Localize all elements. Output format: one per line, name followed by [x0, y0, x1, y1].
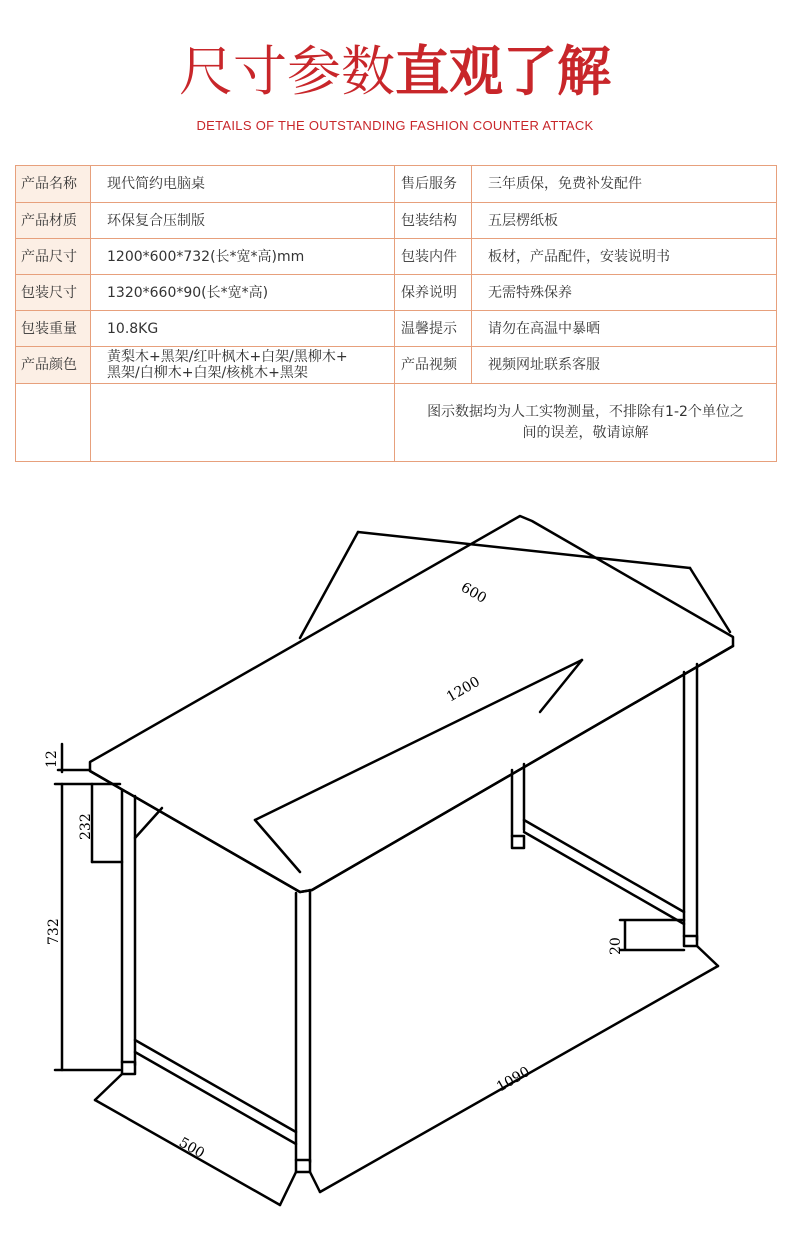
- spec-value: [91, 347, 395, 384]
- spec-value: 三年质保，免费补发配件: [472, 166, 777, 203]
- dim-line-20: [620, 920, 684, 950]
- table-row: [16, 275, 777, 311]
- spec-label: 包装重量: [16, 311, 91, 347]
- dim-line-600-tick-a: [300, 532, 358, 638]
- dim-label-600: 600: [458, 579, 490, 607]
- dim-label-1090: 1090: [494, 1063, 533, 1096]
- spec-label: 产品尺寸: [16, 239, 91, 275]
- empty-cell: [91, 384, 395, 462]
- spec-label: 产品材质: [16, 203, 91, 239]
- back-left-foot: [512, 836, 524, 848]
- spec-label: 产品名称: [16, 166, 91, 203]
- spec-label: 温馨提示: [395, 311, 472, 347]
- spec-label: 保养说明: [395, 275, 472, 311]
- dim-line-500-tick-b: [280, 1172, 296, 1205]
- table-row: [16, 239, 777, 275]
- spec-value: 10.8KG: [91, 311, 395, 347]
- note-line: 图示数据均为人工实物测量，不排除有1-2个单位之: [427, 403, 744, 420]
- spec-label: 包装内件: [395, 239, 472, 275]
- spec-value: 1320*660*90(长*宽*高): [91, 275, 395, 311]
- right-rail: [524, 820, 684, 924]
- page-title: [0, 40, 790, 104]
- back-left-leg: [512, 764, 524, 836]
- note-line: 间的误差，敬请谅解: [522, 424, 649, 441]
- spec-value: 1200*600*732(长*宽*高)mm: [91, 239, 395, 275]
- dim-line-12: [58, 744, 90, 772]
- spec-value: 五层楞纸板: [472, 203, 777, 239]
- dim-label-12: 12: [44, 750, 60, 768]
- dim-line-600: [358, 532, 690, 568]
- spec-value: 请勿在高温中暴晒: [472, 311, 777, 347]
- table-row: [16, 347, 777, 384]
- dim-line-500-tick-a: [95, 1074, 122, 1100]
- dim-line-1200: [255, 660, 582, 820]
- spec-value: 视频网址联系客服: [472, 347, 777, 384]
- dim-label-732: 732: [46, 918, 62, 945]
- desk-dimension-diagram: [0, 500, 790, 1242]
- measurement-note: [395, 384, 777, 462]
- table-row: [16, 203, 777, 239]
- dim-line-1200-tick-b: [540, 660, 582, 712]
- spec-value: 无需特殊保养: [472, 275, 777, 311]
- dim-label-20: 20: [608, 937, 624, 955]
- dim-line-1090-tick-b: [697, 946, 718, 966]
- dim-label-1200: 1200: [444, 673, 483, 706]
- brace: [135, 808, 162, 838]
- left-rail: [135, 1040, 296, 1144]
- spec-value: 板材，产品配件，安装说明书: [472, 239, 777, 275]
- dim-line-1200-tick-a: [255, 820, 300, 872]
- spec-value: 环保复合压制版: [91, 203, 395, 239]
- page-subtitle: DETAILS OF THE OUTSTANDING FASHION COUNTER ATTACK: [196, 118, 594, 133]
- spec-value-line: 黄梨木+黑架/红叶枫木+白架/黑柳木+: [107, 349, 348, 365]
- dim-label-500: 500: [176, 1134, 208, 1162]
- front-left-leg: [122, 790, 135, 1065]
- table-row: [16, 384, 777, 462]
- front-right-leg: [296, 890, 310, 1162]
- spec-label: 产品颜色: [16, 347, 91, 384]
- title-light: 尺寸参数: [179, 40, 395, 103]
- front-left-foot: [122, 1062, 135, 1074]
- front-right-foot: [296, 1160, 310, 1172]
- empty-cell: [16, 384, 91, 462]
- spec-label: 包装结构: [395, 203, 472, 239]
- spec-label: 包装尺寸: [16, 275, 91, 311]
- desk-top-edge: [90, 646, 733, 892]
- back-right-foot: [684, 936, 697, 946]
- dim-line-1090-tick-a: [310, 1172, 320, 1192]
- spec-label: 产品视频: [395, 347, 472, 384]
- dim-label-232: 232: [78, 813, 94, 840]
- table-row: [16, 166, 777, 203]
- back-right-leg: [684, 664, 697, 940]
- desk-top: [90, 516, 733, 892]
- spec-value-line: 黑架/白柳木+白架/核桃木+黑架: [107, 365, 308, 381]
- spec-value: 现代简约电脑桌: [91, 166, 395, 203]
- spec-label: 售后服务: [395, 166, 472, 203]
- table-row: [16, 311, 777, 347]
- title-bold: 直观了解: [395, 40, 611, 103]
- spec-table: [15, 165, 777, 462]
